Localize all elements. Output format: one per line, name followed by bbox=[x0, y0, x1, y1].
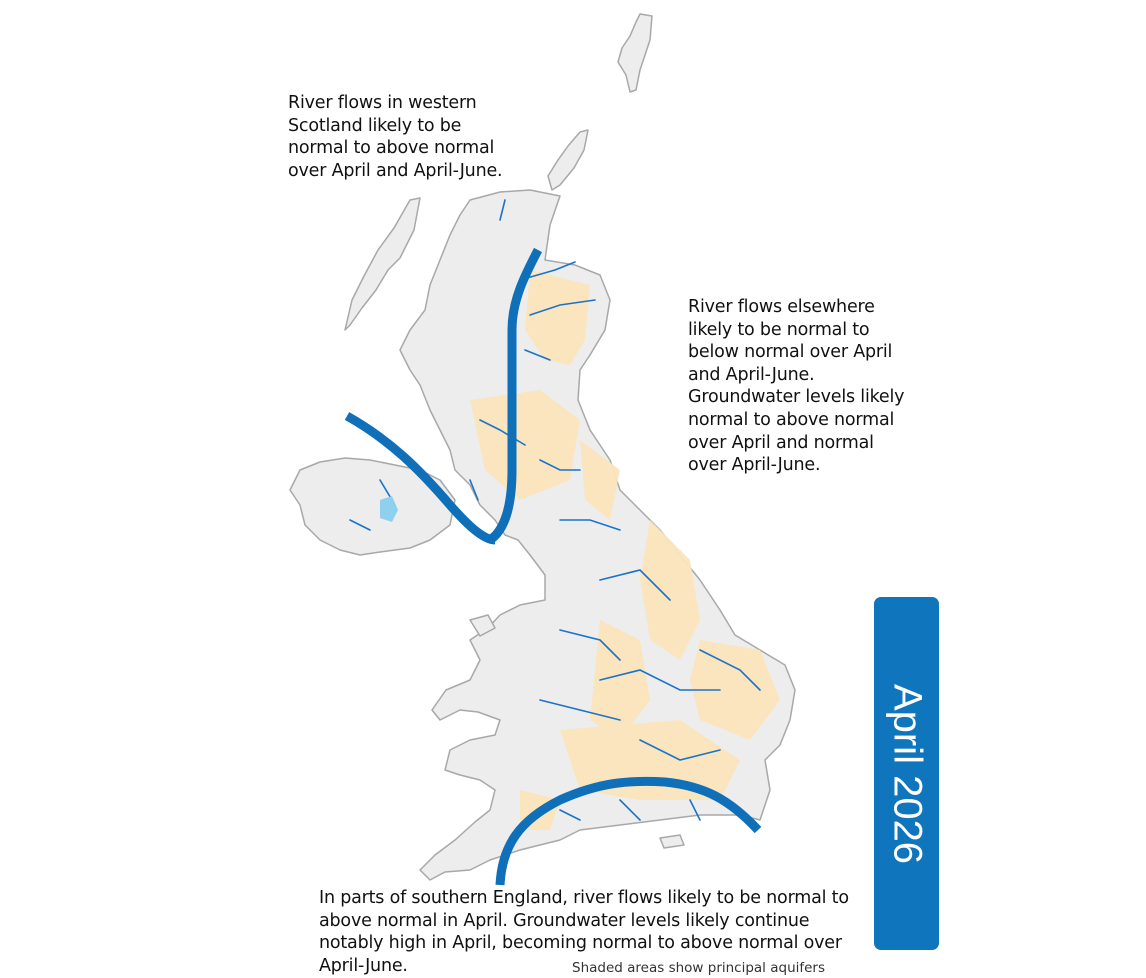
date-badge-label: April 2026 bbox=[885, 683, 929, 864]
annotation-line: River flows elsewhere bbox=[688, 297, 875, 317]
isle-of-wight bbox=[660, 835, 684, 848]
aquifer-legend-note: Shaded areas show principal aquifers bbox=[572, 960, 826, 976]
annotation-line: and April-June. bbox=[688, 364, 815, 385]
annotation-line: above normal in April. Groundwater levels likely continue bbox=[319, 910, 810, 931]
annotation-line: normal to above normal bbox=[288, 138, 495, 159]
annotation-line: notably high in April, becoming normal to above normal over bbox=[319, 933, 842, 954]
annotation-line: River flows in western bbox=[288, 93, 477, 113]
annotation-line: over April-June. bbox=[688, 455, 821, 476]
outer-hebrides bbox=[345, 198, 420, 330]
annotation-line: below normal over April bbox=[688, 342, 893, 363]
annotation-line: Scotland likely to be bbox=[288, 115, 462, 136]
shetland-islands bbox=[618, 14, 652, 92]
annotation-line: Groundwater levels likely bbox=[688, 387, 905, 408]
annotation-line: likely to be normal to bbox=[688, 319, 870, 340]
annotation-elsewhere bbox=[688, 296, 904, 477]
annotation-line: normal to above normal bbox=[688, 409, 895, 430]
northern-ireland bbox=[290, 458, 455, 555]
date-badge bbox=[874, 597, 939, 950]
annotation-line: over April and April-June. bbox=[288, 160, 503, 181]
annotation-line: In parts of southern England, river flows likely to be normal to bbox=[319, 888, 849, 908]
annotation-western-scotland bbox=[288, 92, 502, 182]
orkney-islands bbox=[548, 130, 588, 190]
annotation-line: over April and normal bbox=[688, 432, 874, 453]
annotation-line: April-June. bbox=[319, 955, 408, 976]
